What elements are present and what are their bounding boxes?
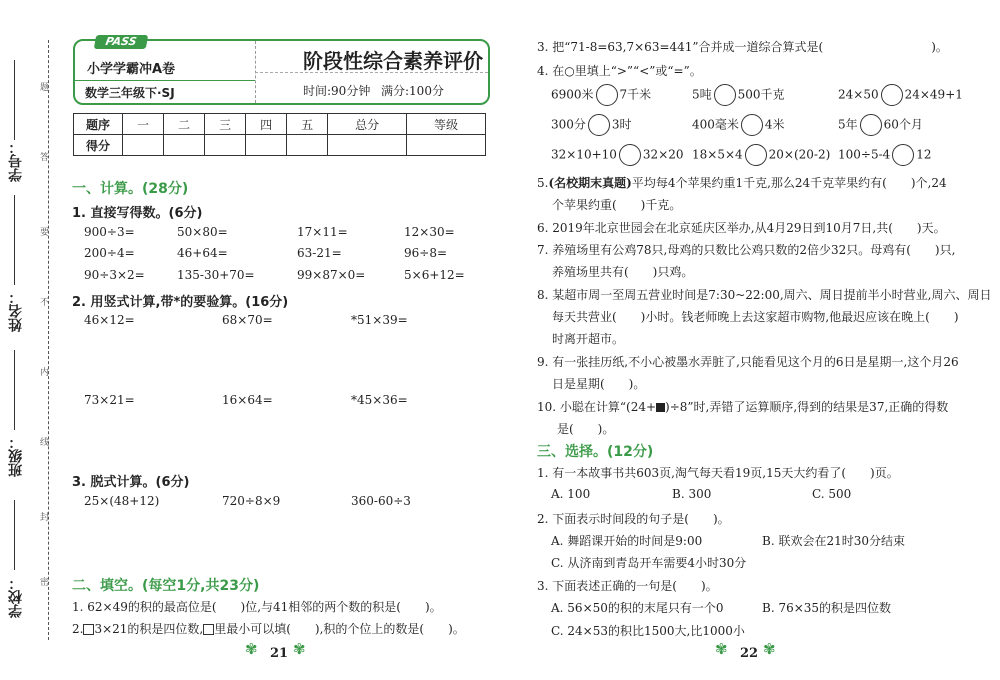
option[interactable]: C. 24×53的积比1500大,比1000小 [551,624,745,638]
binding-cut-line [48,40,49,640]
fill-q5: 5.(名校期末真题)平均每4个苹果约重1千克,那么24千克苹果约有( )个,24 [537,176,947,190]
page-number-left: 21 [270,646,289,661]
option[interactable]: C. 从济南到青岛开车需要4小时30分 [551,556,747,570]
fill-q8: 8. 某超市周一至周五营业时间是7:30~22:00,周六、周日提前半小时营业,周六、周日 [537,288,992,302]
time-limit: 时间:90分钟 [303,84,371,98]
circle-blank[interactable] [881,84,903,106]
step-calc-item: 25×(48+12) [84,494,160,508]
name-line [14,60,15,140]
option[interactable]: B. 联欢会在21时30分结束 [762,534,905,548]
fill-q1: 1. 62×49的积的最高位是( )位,与41相邻的两个数的积是( )。 [72,600,442,614]
exam-title: 阶段性综合素养评价 [303,49,483,73]
choice-q3: 3. 下面表述正确的一句是( )。 [537,579,718,593]
calc-item: 50×80= [177,225,228,239]
calc-item: 63-21= [297,246,342,260]
option[interactable]: A. 舞蹈课开始的时间是9:00 [551,534,703,548]
calc-item: 96÷8= [404,246,448,260]
option[interactable]: B. 76×35的积是四位数 [762,601,892,615]
step-calc-item: 720÷8×9 [222,494,281,508]
q2-title: 2. 用竖式计算,带*的要验算。(16分) [72,295,289,310]
table-cell: 一 [123,114,164,135]
table-cell: 总分 [328,114,407,135]
calc-item: 99×87×0= [297,268,366,282]
table-cell: 五 [287,114,328,135]
full-score: 满分:100分 [381,84,444,98]
calc-item: 200÷4= [84,246,135,260]
table-row [74,114,486,135]
score-input-cell[interactable] [407,135,486,156]
name-line [14,350,15,430]
vertical-calc-item: 73×21= [84,393,135,407]
binding-mark: 线 [40,438,50,448]
section-3-title: 三、选择。(12分) [537,444,654,460]
fill-q8-cont: 每天共营业( )小时。钱老师晚上去这家超市购物,他最迟应该在晚上( ) [552,310,959,324]
table-cell: 等级 [407,114,486,135]
score-input-cell[interactable] [205,135,246,156]
fill-q7: 7. 养殖场里有公鸡78只,母鸡的只数比公鸡只数的2倍少32只。母鸡有( )只, [537,243,956,257]
compare-item: 300分 3时 [551,114,632,136]
binding-mark: 内 [40,368,50,378]
calc-item: 12×30= [404,225,455,239]
binding-mark: 题 [40,83,50,93]
score-input-cell[interactable] [123,135,164,156]
binding-mark: 不 [40,298,50,308]
student-id-label: 学号： [8,140,24,182]
compare-item: 5年 60个月 [838,114,923,136]
circle-blank[interactable] [619,144,641,166]
compare-item: 6900米 7千米 [551,84,651,106]
compare-item: 100÷5-4 12 [838,144,932,166]
fill-q2 [72,620,465,637]
step-calc-item: 360-60÷3 [351,494,411,508]
question-number: 2. [72,622,84,636]
fill-q10-cont: 是( )。 [557,422,615,436]
circle-blank[interactable] [745,144,767,166]
calc-item: 17×11= [297,225,348,239]
vertical-calc-item: 16×64= [222,393,273,407]
page-number-right: 22 [740,646,759,661]
vertical-calc-item: 68×70= [222,313,273,327]
q1-title: 1. 直接写得数。(6分) [72,206,203,221]
leaf-icon: ✾ [293,640,306,658]
circle-blank[interactable] [741,114,763,136]
binding-mark: 要 [40,228,50,238]
compare-item: 24×50 24×49+1 [838,84,963,106]
option[interactable]: A. 100 [551,487,591,501]
table-cell: 得分 [74,135,123,156]
exam-header [73,35,490,105]
option[interactable]: B. 300 [672,487,712,501]
leaf-icon: ✾ [245,640,258,658]
section-2-title: 二、填空。(每空1分,共23分) [72,578,260,594]
circle-blank[interactable] [588,114,610,136]
circle-blank[interactable] [860,114,882,136]
table-row [74,135,486,156]
vertical-calc-item: 46×12= [84,313,135,327]
fill-q10: 10. 小聪在计算“(24+ )÷8”时,弄错了运算顺序,得到的结果是37,正确的得数 [537,400,949,414]
option[interactable]: A. 56×50的积的末尾只有一个0 [551,601,724,615]
circle-blank[interactable] [892,144,914,166]
source-tag: (名校期末真题) [548,176,632,190]
score-input-cell[interactable] [164,135,205,156]
table-cell: 二 [164,114,205,135]
option[interactable]: C. 500 [812,487,852,501]
table-cell: 四 [246,114,287,135]
school-label: 学校： [8,576,24,618]
calc-item: 90÷3×2= [84,268,145,282]
name-line [14,500,15,570]
series-title: 小学学霸冲A卷 [87,62,176,77]
compare-item: 400毫米 4米 [692,114,785,136]
vertical-calc-item: *51×39= [351,313,408,327]
ink-square-icon [656,403,665,412]
grade-label: 数学三年级下·SJ [85,86,175,100]
section-1-title: 一、计算。(28分) [72,181,189,197]
vertical-calc-item: *45×36= [351,393,408,407]
circle-blank[interactable] [596,84,618,106]
compare-item: 5吨 500千克 [692,84,785,106]
fill-q3: 3. 把“71-8=63,7×63=441”合并成一道综合算式是( )。 [537,40,948,54]
score-table [73,113,486,156]
choice-q1: 1. 有一本故事书共603页,淘气每天看19页,15天大约看了( )页。 [537,466,899,480]
fill-q5-cont: 个苹果约重( )千克。 [552,198,682,212]
fill-q6: 6. 2019年北京世园会在北京延庆区举办,从4月29日到10月7日,共( )天。 [537,221,946,235]
calc-item: 46+64= [177,246,228,260]
question-text: 3×21的积是四位数, [94,622,204,636]
blank-square-icon [83,624,94,635]
choice-q2: 2. 下面表示时间段的句子是( )。 [537,512,730,526]
circle-blank[interactable] [714,84,736,106]
name-label: 姓名： [8,290,24,332]
class-label: 班级： [8,435,24,477]
score-input-cell[interactable] [246,135,287,156]
table-cell: 三 [205,114,246,135]
fill-q7-cont: 养殖场里共有( )只鸡。 [552,265,694,279]
compare-item: 18×5×4 20×(20-2) [692,144,830,166]
fill-q8-cont: 时离开超市。 [552,332,625,346]
compare-item: 32×10+10 32×20 [551,144,684,166]
question-text: 里最小可以填( ),积的个位上的数是( )。 [214,622,465,636]
pass-logo: PASS [94,35,148,49]
score-input-cell[interactable] [287,135,328,156]
binding-mark: 答 [40,153,50,163]
binding-mark: 封 [40,513,50,523]
q3-title: 3. 脱式计算。(6分) [72,475,190,490]
fill-q9: 9. 有一张挂历纸,不小心被墨水弄脏了,只能看见这个月的6日是星期一,这个月26 [537,355,959,369]
leaf-icon: ✾ [715,640,728,658]
blank-square-icon [203,624,214,635]
table-cell: 题序 [74,114,123,135]
binding-mark: 密 [40,578,50,588]
fill-q9-cont: 日是星期( )。 [552,377,646,391]
name-line [14,195,15,285]
calc-item: 900÷3= [84,225,135,239]
calc-item: 135-30+70= [177,268,255,282]
fill-q4: 4. 在○里填上“>”“<”或“=”。 [537,64,702,78]
score-input-cell[interactable] [328,135,407,156]
leaf-icon: ✾ [763,640,776,658]
calc-item: 5×6+12= [404,268,465,282]
